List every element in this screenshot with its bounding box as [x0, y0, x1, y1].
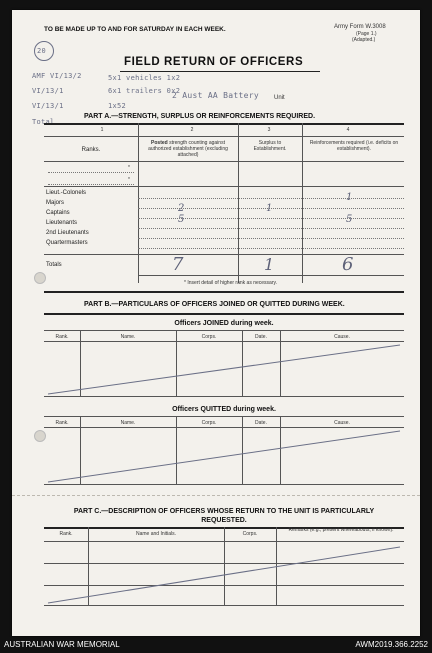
joined-col-name: Name.: [120, 334, 136, 340]
hand-total-reinf: 6: [342, 254, 354, 275]
instruction-line: TO BE MADE UP TO AND FOR SATURDAY IN EACH WEEK.: [44, 26, 226, 33]
quitted-col-rank: Rank.: [55, 420, 69, 426]
form-page: (Page 1.): [356, 31, 377, 37]
hand-unit-name: 2 Aust AA Battery: [172, 91, 259, 100]
part-b-title: PART B.—PARTICULARS OF OFFICERS JOINED OR QUITTED DURING WEEK.: [84, 301, 345, 308]
document-sheet: [12, 10, 420, 636]
col-surplus: Surplus to Establishment.: [253, 140, 287, 152]
star-mark-2: *: [128, 177, 130, 183]
part-a-col-divider: [302, 123, 303, 283]
hand-captains-surplus: 1: [266, 203, 273, 214]
fold-line: [12, 495, 420, 496]
partc-col-rank: Rank.: [59, 531, 73, 537]
hand-ref-3: VI/13/1: [32, 102, 64, 110]
part-c-bottom-rule: [44, 605, 404, 606]
quitted-title: Officers QUITTED during week.: [172, 406, 276, 413]
quitted-col-corps: Corps.: [201, 420, 217, 426]
star-row-line: [48, 184, 134, 185]
part-a-rule: [138, 275, 404, 276]
rank-captains: Captains: [46, 210, 70, 216]
footer-left: AUSTRALIAN WAR MEMORIAL: [4, 640, 120, 649]
part-a-rule: [44, 161, 404, 162]
part-b-rule: [44, 313, 404, 315]
page-title: FIELD RETURN OF OFFICERS: [124, 56, 304, 68]
totals-label: Totals: [46, 262, 62, 268]
part-c-title: PART C.—DESCRIPTION OF OFFICERS WHOSE RETURN TO THE UNIT IS PARTICULARLY: [73, 508, 375, 515]
title-underline: [120, 71, 320, 72]
joined-header-rule: [44, 330, 404, 331]
row-line: [138, 228, 404, 229]
rank-qm: Quartermasters: [46, 240, 88, 246]
hand-ref-1: AMF VI/13/2: [32, 72, 82, 80]
partc-col-corps: Corps.: [242, 531, 258, 537]
hand-calc-3: 1x52: [108, 102, 127, 110]
rank-2nd-lt: 2nd Lieutenants: [46, 230, 89, 236]
col-posted-bold: Posted: [151, 140, 168, 146]
hand-lieutenants-posted: 5: [178, 214, 185, 225]
star-row-line: [48, 172, 134, 173]
joined-title: Officers JOINED during week.: [174, 320, 274, 327]
row-line: [138, 198, 404, 199]
quitted-cancel-line: [44, 427, 404, 484]
punch-hole: [34, 430, 46, 442]
quitted-bottom-rule: [44, 484, 404, 485]
part-a-col-divider: [138, 123, 139, 283]
quitted-col-date: Date.: [255, 420, 267, 426]
part-a-col-divider: [238, 123, 239, 283]
quitted-col-name: Name.: [120, 420, 136, 426]
rank-lieutenants: Lieutenants: [46, 220, 78, 226]
col-num-3: 3: [267, 127, 271, 133]
form-number: Army Form W.3008: [334, 24, 386, 30]
hand-ref-4: Total: [32, 118, 55, 126]
hand-calc-1: 5x1 vehicles 1x2: [108, 74, 181, 82]
joined-col-corps: Corps.: [201, 334, 217, 340]
col-posted: [142, 140, 234, 158]
handwritten-circle-number: 20: [37, 47, 47, 55]
quitted-col-cause: Cause.: [334, 420, 350, 426]
partc-col-name: Name and Initials.: [135, 531, 177, 537]
quitted-header-rule: [44, 416, 404, 417]
unit-label: Unit: [274, 95, 285, 101]
hand-total-posted: 7: [172, 254, 184, 275]
punch-hole: [34, 272, 46, 284]
part-a-table: [44, 123, 404, 125]
col-num-1: 1: [100, 127, 104, 133]
col-reinf: Reinforcements required (i.e. deficits on establishment).: [309, 140, 399, 152]
joined-bottom-rule: [44, 396, 404, 397]
joined-cancel-line: [44, 341, 404, 396]
col-num-2: 2: [190, 127, 194, 133]
form-adapted: (Adapted.): [352, 37, 376, 43]
part-c-title-2: REQUESTED.: [201, 517, 247, 524]
footer-right: AWM2019.366.2252: [355, 640, 428, 649]
hand-ref-2: VI/13/1: [32, 87, 64, 95]
hand-lieutenants-reinf: 5: [346, 214, 353, 225]
hand-majors-reinf: 1: [346, 192, 353, 203]
partc-col-remarks: Remarks (e.g., present whereabouts, if known).: [288, 527, 394, 533]
row-line: [138, 248, 404, 249]
part-a-rule: [44, 186, 404, 187]
part-a-footnote: * Insert detail of higher rank as necessary.: [184, 280, 278, 286]
joined-col-rank: Rank.: [55, 334, 69, 340]
hand-total-surplus: 1: [264, 255, 275, 274]
row-line: [138, 238, 404, 239]
joined-col-date: Date.: [255, 334, 267, 340]
partc-cancel-line: [44, 541, 404, 605]
part-a-bottom-rule: [44, 291, 404, 293]
hand-captains-posted: 2: [178, 203, 185, 214]
part-a-title: PART A.—STRENGTH, SURPLUS OR REINFORCEMENTS REQUIRED.: [84, 113, 316, 120]
col-num-4: 4: [346, 127, 350, 133]
col-ranks: Ranks.: [81, 147, 101, 153]
joined-col-cause: Cause.: [334, 334, 350, 340]
col-posted-rest: strength counting against authorized establishment (excluding attached): [148, 140, 228, 158]
rank-majors: Majors: [46, 200, 65, 206]
part-a-rule: [44, 136, 404, 137]
hand-calc-2: 6x1 trailers 0x2: [108, 87, 181, 95]
rank-lt-col: Lieut.-Colonels: [46, 190, 87, 196]
star-mark-1: *: [128, 165, 130, 171]
